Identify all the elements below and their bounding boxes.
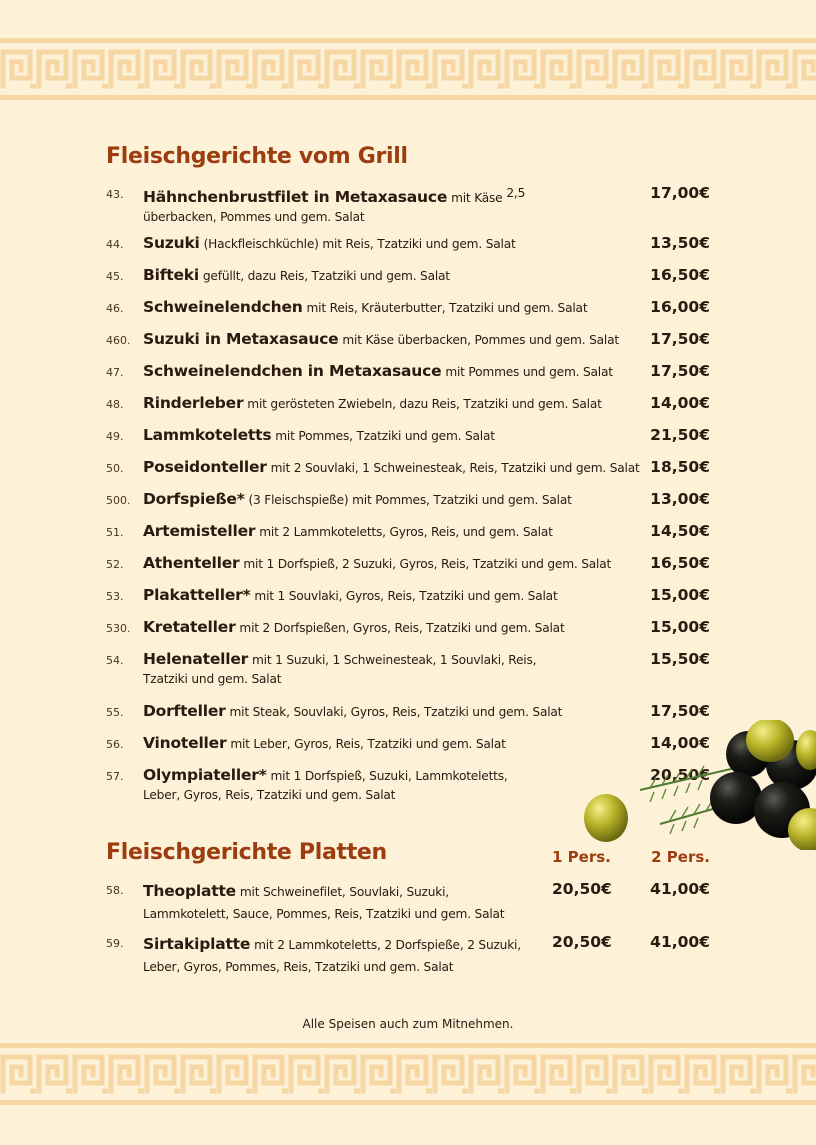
item-name: Theoplatte bbox=[143, 882, 236, 900]
item-description: mit 1 Suzuki, 1 Schweinesteak, 1 Souvlaki, Reis, Tzatziki und gem. Salat bbox=[143, 653, 537, 686]
item-name: Dorfteller bbox=[143, 702, 226, 720]
item-price: 17,00€ bbox=[650, 184, 710, 202]
item-number: 55. bbox=[106, 706, 124, 719]
item-description: mit Pommes und gem. Salat bbox=[445, 365, 613, 379]
greek-meander-border-top bbox=[0, 38, 816, 100]
olives-icon bbox=[570, 720, 816, 850]
item-name: Athenteller bbox=[143, 554, 240, 572]
item-body bbox=[143, 618, 651, 638]
item-name: Dorfspieße* bbox=[143, 490, 245, 508]
item-name: Suzuki in Metaxasauce bbox=[143, 330, 339, 348]
item-name: Vinoteller bbox=[143, 734, 227, 752]
item-description: mit Pommes, Tzatziki und gem. Salat bbox=[275, 429, 495, 443]
item-number: 500. bbox=[106, 494, 131, 507]
item-number: 47. bbox=[106, 366, 124, 379]
item-price: 16,50€ bbox=[650, 554, 710, 572]
item-number: 49. bbox=[106, 430, 124, 443]
item-body bbox=[143, 702, 651, 722]
item-description: mit 1 Dorfspieß, Suzuki, Lammkoteletts, Leber, Gyros, Reis, Tzatziki und gem. Salat bbox=[143, 769, 508, 802]
item-description: mit Käse überbacken, Pommes und gem. Salat bbox=[342, 333, 619, 347]
item-description-continued: überbacken, Pommes und gem. Salat bbox=[143, 210, 365, 225]
item-price: 17,50€ bbox=[650, 330, 710, 348]
price-2-persons: 41,00€ bbox=[650, 933, 710, 951]
item-body bbox=[143, 362, 651, 382]
item-price: 17,50€ bbox=[650, 362, 710, 380]
item-name: Hähnchenbrustfilet in Metaxasauce bbox=[143, 188, 448, 207]
item-price: 15,00€ bbox=[650, 586, 710, 604]
price-1-person: 20,50€ bbox=[552, 933, 612, 951]
item-description: mit 2 Dorfspießen, Gyros, Reis, Tzatziki und gem. Salat bbox=[239, 621, 565, 635]
item-price: 15,50€ bbox=[650, 650, 710, 668]
column-header-1-pers: 1 Pers. bbox=[552, 848, 611, 866]
item-name: Poseidonteller bbox=[143, 458, 267, 476]
item-number: 50. bbox=[106, 462, 124, 475]
item-name: Rinderleber bbox=[143, 394, 244, 412]
item-body bbox=[143, 766, 547, 805]
item-number: 59. bbox=[106, 937, 124, 950]
item-description: gefüllt, dazu Reis, Tzatziki und gem. Salat bbox=[202, 269, 450, 283]
item-price: 15,00€ bbox=[650, 618, 710, 636]
item-name: Suzuki bbox=[143, 234, 200, 252]
item-number: 53. bbox=[106, 590, 124, 603]
item-body bbox=[143, 394, 651, 414]
item-body bbox=[143, 880, 535, 925]
item-name: Kretateller bbox=[143, 618, 236, 636]
platten-section-title: Fleischgerichte Platten bbox=[106, 840, 387, 865]
item-body bbox=[143, 234, 651, 254]
column-header-2-pers: 2 Pers. bbox=[651, 848, 710, 866]
item-name: Bifteki bbox=[143, 266, 200, 284]
item-price: 14,00€ bbox=[650, 734, 710, 752]
item-number: 56. bbox=[106, 738, 124, 751]
item-number: 58. bbox=[106, 884, 124, 897]
price-1-person: 20,50€ bbox=[552, 880, 612, 898]
item-price: 13,00€ bbox=[650, 490, 710, 508]
item-body bbox=[143, 458, 651, 478]
item-description: mit 2 Lammkoteletts, 2 Dorfspieße, 2 Suzuki, Leber, Gyros, Pommes, Reis, Tzatziki und gem. Salat bbox=[143, 938, 521, 974]
item-name: Lammkoteletts bbox=[143, 426, 272, 444]
item-number: 57. bbox=[106, 770, 124, 783]
item-name: Helenateller bbox=[143, 650, 249, 668]
item-description: mit 1 Souvlaki, Gyros, Reis, Tzatziki und gem. Salat bbox=[254, 589, 558, 603]
item-name: Sirtakiplatte bbox=[143, 935, 251, 953]
item-number: 530. bbox=[106, 622, 131, 635]
item-number: 51. bbox=[106, 526, 124, 539]
item-price: 16,00€ bbox=[650, 298, 710, 316]
item-description: mit gerösteten Zwiebeln, dazu Reis, Tzatziki und gem. Salat bbox=[247, 397, 602, 411]
item-description: mit 2 Souvlaki, 1 Schweinesteak, Reis, Tzatziki und gem. Salat bbox=[270, 461, 640, 475]
item-body bbox=[143, 184, 547, 227]
item-description: (3 Fleischspieße) mit Pommes, Tzatziki und gem. Salat bbox=[248, 493, 572, 507]
greek-meander-border-bottom bbox=[0, 1043, 816, 1105]
item-name: Schweinelendchen bbox=[143, 298, 303, 316]
item-number: 54. bbox=[106, 654, 124, 667]
item-price: 16,50€ bbox=[650, 266, 710, 284]
allergen-superscript: 2,5 bbox=[506, 186, 526, 200]
item-description: mit 2 Lammkoteletts, Gyros, Reis, und gem. Salat bbox=[259, 525, 553, 539]
item-description: mit Steak, Souvlaki, Gyros, Reis, Tzatziki und gem. Salat bbox=[229, 705, 563, 719]
item-body bbox=[143, 266, 651, 286]
grill-section-title: Fleischgerichte vom Grill bbox=[106, 144, 408, 169]
item-name: Plakatteller* bbox=[143, 586, 251, 604]
item-body bbox=[143, 586, 651, 606]
item-description: mit Leber, Gyros, Reis, Tzatziki und gem. Salat bbox=[230, 737, 506, 751]
item-body bbox=[143, 298, 651, 318]
price-2-persons: 41,00€ bbox=[650, 880, 710, 898]
item-price: 13,50€ bbox=[650, 234, 710, 252]
item-body bbox=[143, 490, 651, 510]
item-number: 52. bbox=[106, 558, 124, 571]
item-description: mit 1 Dorfspieß, 2 Suzuki, Gyros, Reis, Tzatziki und gem. Salat bbox=[243, 557, 612, 571]
item-name: Artemisteller bbox=[143, 522, 256, 540]
item-number: 43. bbox=[106, 188, 124, 201]
item-name: Olympiateller* bbox=[143, 766, 267, 784]
item-number: 48. bbox=[106, 398, 124, 411]
item-price: 18,50€ bbox=[650, 458, 710, 476]
item-description: mit Schweinefilet, Souvlaki, Suzuki, Lammkotelett, Sauce, Pommes, Reis, Tzatziki und gem. Salat bbox=[143, 885, 505, 921]
item-price: 14,50€ bbox=[650, 522, 710, 540]
item-body bbox=[143, 426, 651, 446]
item-body bbox=[143, 933, 535, 978]
item-description: mit Reis, Kräuterbutter, Tzatziki und gem. Salat bbox=[306, 301, 588, 315]
item-price: 17,50€ bbox=[650, 702, 710, 720]
item-description: (Hackfleischküchle) mit Reis, Tzatziki und gem. Salat bbox=[203, 237, 516, 251]
item-body bbox=[143, 650, 547, 689]
item-name: Schweinelendchen in Metaxasauce bbox=[143, 362, 442, 380]
item-description: mit Käse bbox=[451, 191, 503, 206]
item-body bbox=[143, 554, 651, 574]
takeaway-note: Alle Speisen auch zum Mitnehmen. bbox=[302, 1017, 514, 1031]
item-number: 45. bbox=[106, 270, 124, 283]
item-price: 20,50€ bbox=[650, 766, 710, 784]
item-body bbox=[143, 330, 651, 350]
item-body bbox=[143, 522, 651, 542]
item-price: 14,00€ bbox=[650, 394, 710, 412]
item-number: 44. bbox=[106, 238, 124, 251]
item-price: 21,50€ bbox=[650, 426, 710, 444]
item-number: 46. bbox=[106, 302, 124, 315]
item-number: 460. bbox=[106, 334, 131, 347]
